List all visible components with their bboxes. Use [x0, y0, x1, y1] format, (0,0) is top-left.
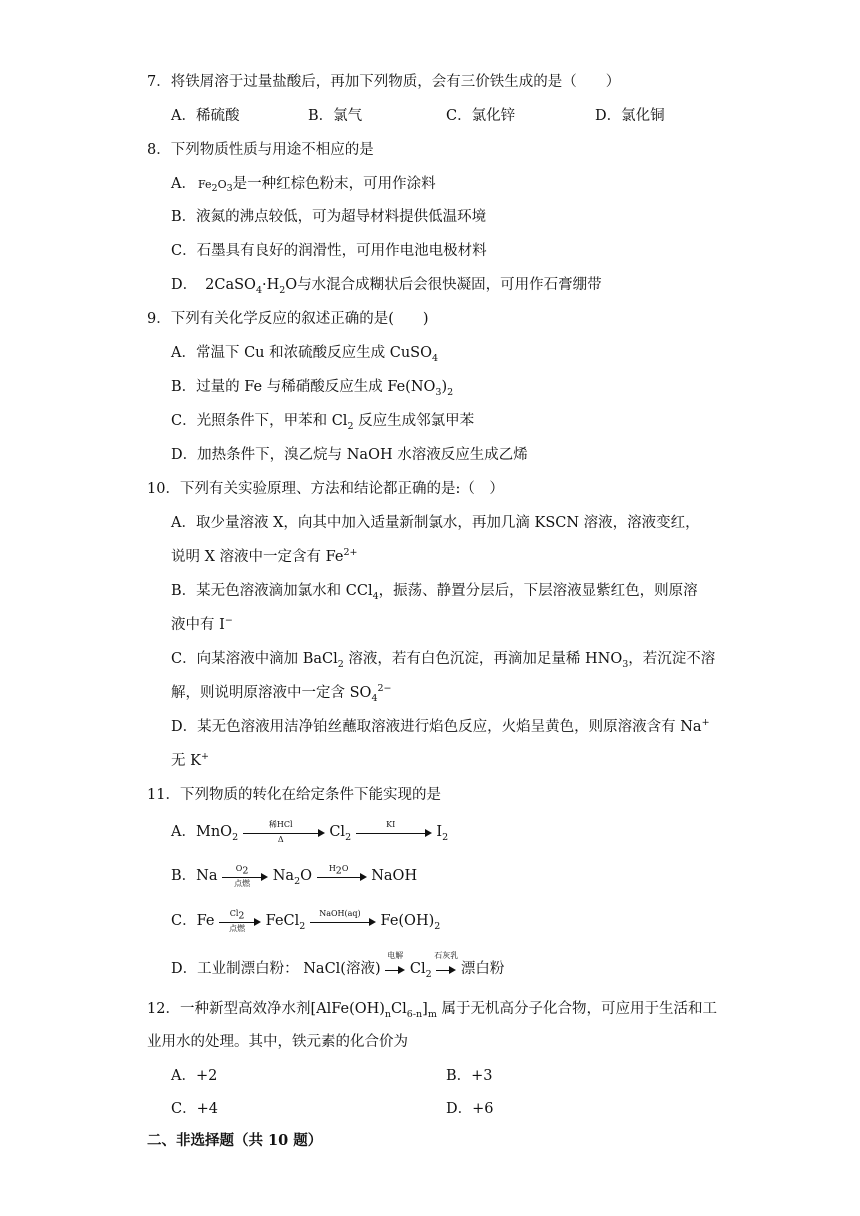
- q9-option-c: C．光照条件下，甲苯和 $Cl_2$ 反应生成邻氯甲苯: [171, 413, 475, 432]
- q7-option-c: C．氯化锌: [446, 108, 516, 124]
- q11-option-a: A．MnO$_2$ 稀HCl Δ $Cl_2$ KI $I_2$: [171, 820, 449, 844]
- q10-option-c-line1: C．向某溶液中滴加 BaCl$_2$ 溶液，若有白色沉淀，再滴加足量稀 $HNO_3$，若沉淀不溶: [171, 651, 716, 670]
- q12-stem-line1: 12．一种新型高效净水剂$[AlFe(OH)_nCl_{6-n}]_m$ 属于无机高分子化合物，可应用于生活和工: [147, 1001, 717, 1020]
- q11-b-arrow2: $H_2O$: [317, 866, 367, 886]
- q12-option-b: B．+3: [446, 1068, 493, 1084]
- q11-a-arrow2: KI: [356, 822, 432, 842]
- q11-stem: 11．下列物质的转化在给定条件下能实现的是: [147, 787, 441, 803]
- q8-option-a: A． $Fe_2O_3$是一种红棕色粉末，可用作涂料: [171, 176, 436, 195]
- q10-option-d-line2: 无 K+: [171, 751, 209, 769]
- q7-option-a: A．稀硫酸: [171, 108, 240, 124]
- q9-option-a: A．常温下 Cu 和浓硫酸反应生成 CuSO$_4$: [171, 345, 439, 364]
- q8-option-c: C．石墨具有良好的润滑性，可用作电池电极材料: [171, 243, 487, 259]
- q8-stem: 8．下列物质性质与用途不相应的是: [147, 142, 374, 158]
- q9-option-d: D．加热条件下，溴乙烷与 NaOH 水溶液反应生成乙烯: [171, 447, 528, 463]
- q11-b-arrow1: $O_2$ 点燃: [222, 866, 268, 886]
- q12-option-c: C．+4: [171, 1101, 218, 1117]
- q9-option-b: B．过量的 Fe 与稀硝酸反应生成 $Fe(NO_3)_2$: [171, 379, 454, 398]
- q10-option-b-line2: 液中有 I−: [171, 615, 233, 633]
- q11-d-arrow1: 电解: [385, 959, 405, 979]
- q12-stem-line2: 业用水的处理。其中，铁元素的化合价为: [147, 1034, 408, 1050]
- q7-stem: 7．将铁屑溶于过量盐酸后，再加下列物质，会有三价铁生成的是（ ）: [147, 74, 621, 90]
- q9-stem: 9．下列有关化学反应的叙述正确的是( ): [147, 311, 429, 327]
- q8-option-b: B．液氮的沸点较低，可为超导材料提供低温环境: [171, 209, 487, 225]
- q12-option-a: A．+2: [171, 1068, 218, 1084]
- q11-option-d: D．工业制漂白粉： NaCl(溶液) 电解 $Cl_2$ 石灰乳 漂白粉: [171, 951, 505, 980]
- q11-option-b: B．Na $O_2$ 点燃 $Na_2O$ $H_2O$ NaOH: [171, 864, 418, 888]
- q11-d-arrow2: 石灰乳: [436, 959, 456, 979]
- q10-stem: 10．下列有关实验原理、方法和结论都正确的是:（ ）: [147, 481, 504, 497]
- q11-c-arrow2: NaOH(aq): [310, 911, 376, 931]
- q12-option-d: D．+6: [446, 1101, 494, 1117]
- q10-option-d-line1: D．某无色溶液用洁净铂丝蘸取溶液进行焰色反应，火焰呈黄色，则原溶液含有 Na+: [171, 717, 710, 735]
- q11-option-c: C．Fe $Cl_2$ 点燃 FeCl$_2$ NaOH(aq) $Fe(OH)_2$: [171, 909, 441, 933]
- q11-d-start: NaCl(溶液): [303, 961, 381, 977]
- q10-option-a-line2: 说明 X 溶液中一定含有 $Fe^{2+}$: [171, 547, 358, 565]
- q7-option-b: B．氯气: [308, 108, 363, 124]
- q10-option-c-line2: 解，则说明原溶液中一定含 $SO_4^{2-}$: [171, 683, 392, 704]
- section-title: 二、非选择题（共 10 题）: [147, 1132, 323, 1149]
- q8-option-d: D． $2CaSO_4\cdot H_2O$与水混合成糊状后会很快凝固，可用作石膏绷带: [171, 277, 602, 296]
- q10-option-b-line1: B．某无色溶液滴加氯水和 CCl$_4$，振荡、静置分层后，下层溶液显紫红色，则原溶: [171, 583, 698, 602]
- q7-option-d: D．氯化铜: [595, 108, 665, 124]
- q11-d-end: 漂白粉: [460, 961, 505, 977]
- q11-a-arrow1: 稀HCl Δ: [243, 822, 325, 842]
- q11-c-arrow1: $Cl_2$ 点燃: [219, 911, 261, 931]
- q10-option-a-line1: A．取少量溶液 X，向其中加入适量新制氯水，再加几滴 KSCN 溶液，溶液变红，: [171, 515, 700, 531]
